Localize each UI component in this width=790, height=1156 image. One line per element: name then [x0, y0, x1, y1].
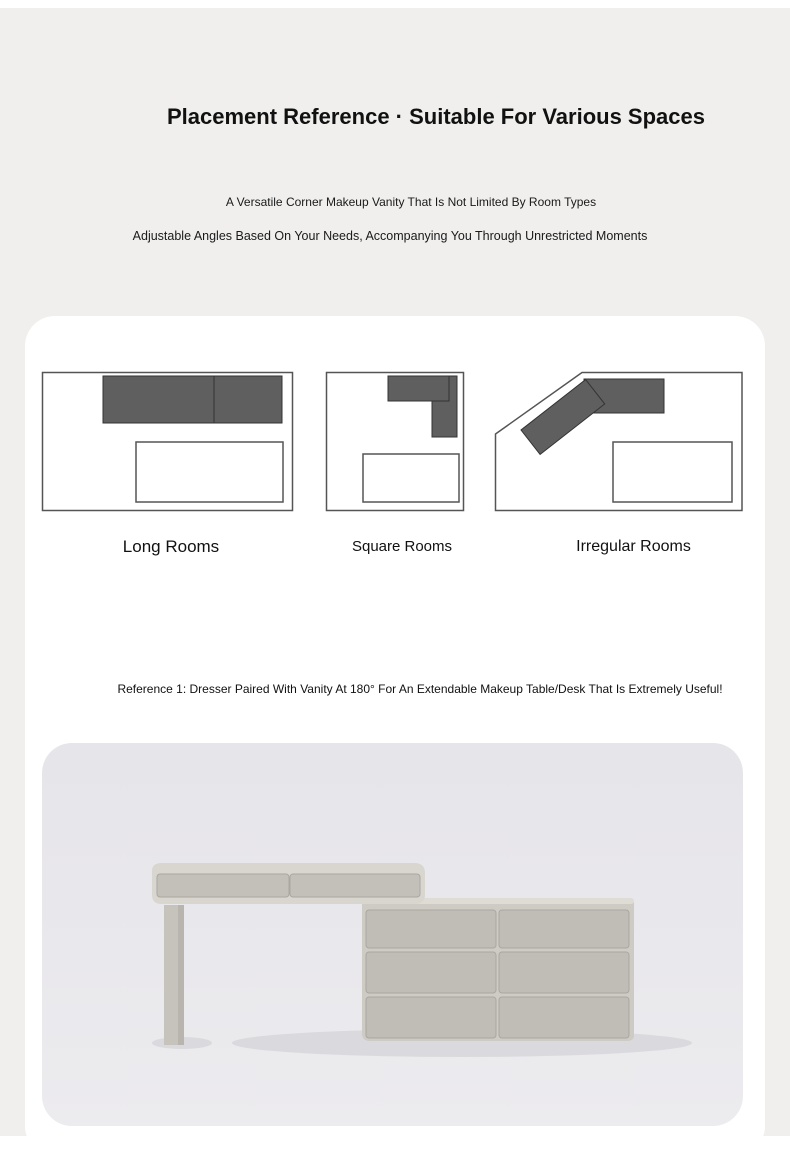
vanity-drawer-left: [157, 874, 289, 897]
bed-outline: [136, 442, 283, 502]
square-room-diagram: [325, 364, 467, 506]
page-title: Placement Reference · Suitable For Various Spaces: [167, 104, 705, 129]
room-label-square: Square Rooms: [351, 538, 453, 555]
reference-caption: Reference 1: Dresser Paired With Vanity At 180° For An Extendable Makeup Table/Desk That Is Extremely Useful!: [117, 682, 723, 696]
irregular-room-diagram: [494, 364, 744, 506]
page: [0, 8, 790, 1136]
vanity-block: [214, 376, 282, 423]
vanity-drawer-right: [290, 874, 420, 897]
bed-outline: [363, 454, 459, 502]
product-photo: [42, 743, 743, 1126]
dresser-block: [103, 376, 214, 423]
long-room-diagram: [41, 364, 295, 506]
vanity-dresser-illustration: [42, 743, 743, 1126]
subtitle-versatile: A Versatile Corner Makeup Vanity That Is Not Limited By Room Types: [225, 195, 597, 209]
room-label-long: Long Rooms: [122, 537, 220, 556]
vanity-leg-face: [178, 905, 184, 1045]
placement-card: [25, 316, 765, 1156]
vanity-block: [388, 376, 449, 401]
subtitle-adjustable: Adjustable Angles Based On Your Needs, Accompanying You Through Unrestricted Moments: [132, 229, 648, 243]
bed-outline: [613, 442, 732, 502]
room-label-irregular: Irregular Rooms: [576, 538, 691, 555]
